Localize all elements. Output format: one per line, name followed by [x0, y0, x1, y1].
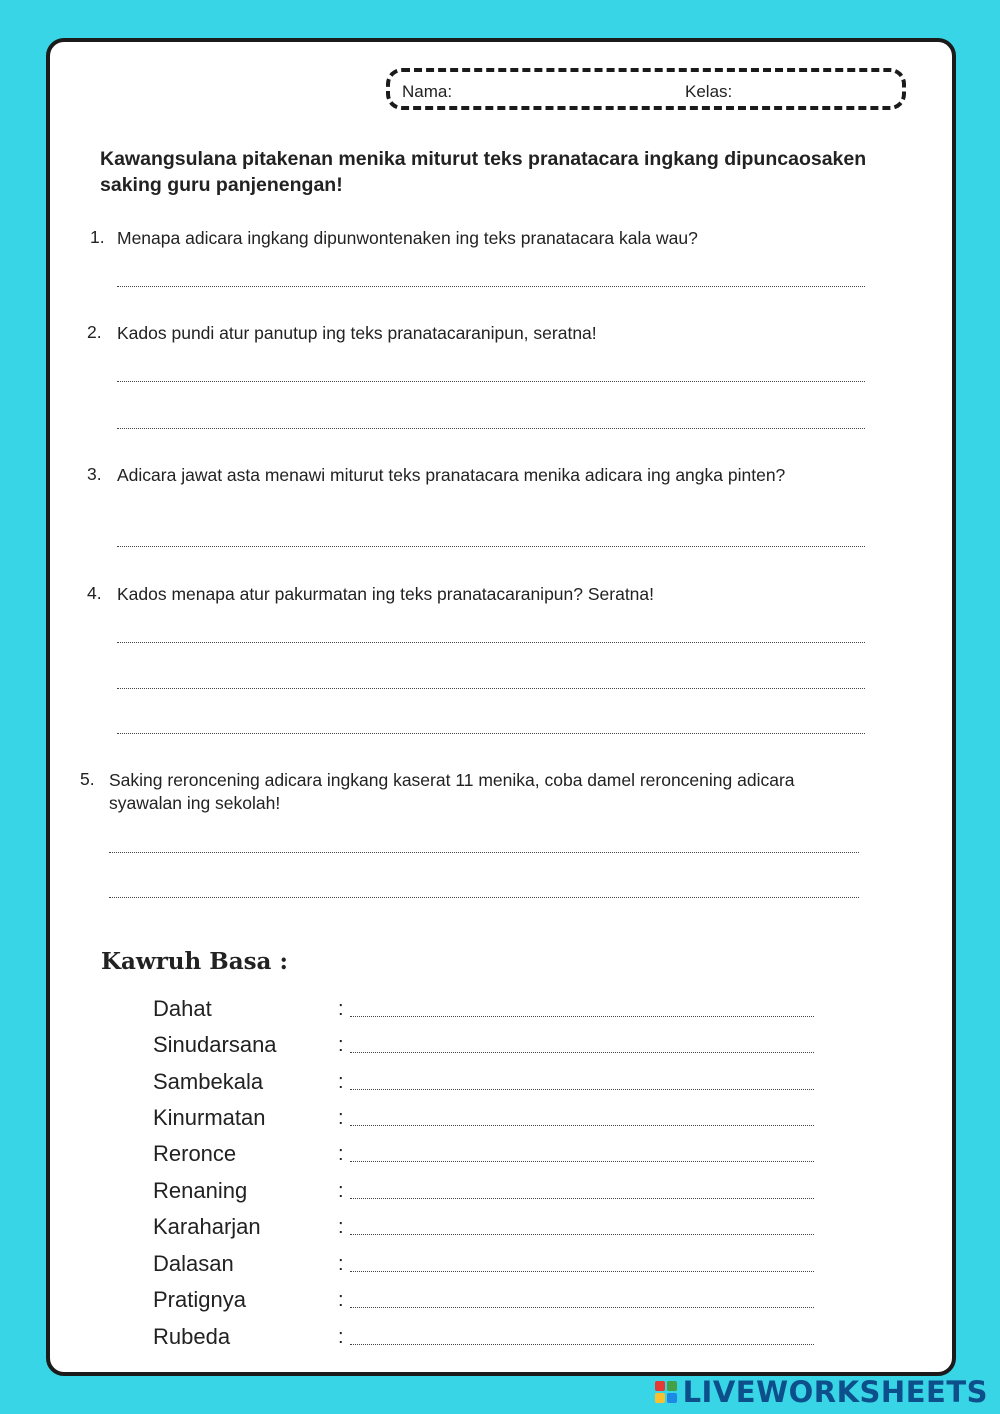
question-number: 1. — [90, 227, 105, 247]
term-colon: : — [338, 1180, 344, 1202]
answer-line[interactable] — [117, 688, 865, 689]
term-label: Dahat — [153, 996, 212, 1021]
class-label: Kelas: — [685, 82, 733, 101]
answer-line[interactable] — [109, 897, 859, 898]
term-colon: : — [338, 1253, 344, 1275]
term-label: Rubeda — [153, 1324, 231, 1349]
term-label: Renaning — [153, 1178, 248, 1203]
term-label: Reronce — [153, 1141, 237, 1166]
question-text: Saking reroncening adicara ingkang kaserat 11 menika, coba damel reroncening adicara syawalan ing sekolah! — [109, 770, 795, 813]
term-answer-line[interactable] — [350, 1307, 814, 1308]
logo-square — [667, 1393, 677, 1403]
answer-line[interactable] — [117, 642, 865, 643]
term-answer-line[interactable] — [350, 1161, 814, 1162]
question-number: 4. — [87, 583, 102, 603]
term-label: Pratignya — [153, 1287, 246, 1312]
instruction-text: Kawangsulana pitakenan menika miturut teks pranatacara ingkang dipuncaosaken saking guru panjenengan! — [100, 148, 867, 196]
answer-line[interactable] — [109, 852, 859, 853]
question-number: 5. — [80, 769, 95, 789]
liveworksheets-logo-icon — [655, 1381, 677, 1403]
question-text: Kados pundi atur panutup ing teks pranatacaranipun, seratna! — [117, 323, 597, 343]
answer-line[interactable] — [117, 428, 865, 429]
term-answer-line[interactable] — [350, 1344, 814, 1345]
term-label: Dalasan — [153, 1251, 234, 1276]
kawruh-basa-title: Kawruh Basa : — [101, 948, 288, 975]
term-answer-line[interactable] — [350, 1125, 814, 1126]
term-answer-line[interactable] — [350, 1198, 814, 1199]
answer-line[interactable] — [117, 733, 865, 734]
liveworksheets-brand-text: LIVEWORKSHEETS — [682, 1375, 988, 1409]
question-number: 3. — [87, 464, 102, 484]
term-answer-line[interactable] — [350, 1271, 814, 1272]
term-colon: : — [338, 1289, 344, 1311]
term-label: Karaharjan — [153, 1214, 261, 1239]
term-colon: : — [338, 1034, 344, 1056]
term-answer-line[interactable] — [350, 1052, 814, 1053]
logo-square — [655, 1393, 665, 1403]
term-label: Sinudarsana — [153, 1032, 277, 1057]
logo-square — [667, 1381, 677, 1391]
liveworksheets-branding[interactable] — [655, 1374, 988, 1410]
term-colon: : — [338, 1326, 344, 1348]
question-text: Adicara jawat asta menawi miturut teks pranatacara menika adicara ing angka pinten? — [117, 465, 786, 485]
question-text: Menapa adicara ingkang dipunwontenaken ing teks pranatacara kala wau? — [117, 228, 698, 248]
term-label: Kinurmatan — [153, 1105, 266, 1130]
term-answer-line[interactable] — [350, 1016, 814, 1017]
term-colon: : — [338, 1216, 344, 1238]
question-text: Kados menapa atur pakurmatan ing teks pranatacaranipun? Seratna! — [117, 584, 655, 604]
answer-line[interactable] — [117, 546, 865, 547]
logo-square — [655, 1381, 665, 1391]
answer-line[interactable] — [117, 381, 865, 382]
term-answer-line[interactable] — [350, 1089, 814, 1090]
term-colon: : — [338, 998, 344, 1020]
answer-line[interactable] — [117, 286, 865, 287]
term-colon: : — [338, 1107, 344, 1129]
name-label: Nama: — [402, 82, 453, 101]
term-colon: : — [338, 1071, 344, 1093]
question-number: 2. — [87, 322, 102, 342]
term-answer-line[interactable] — [350, 1234, 814, 1235]
term-label: Sambekala — [153, 1069, 264, 1094]
term-colon: : — [338, 1143, 344, 1165]
name-class-box — [386, 68, 906, 110]
